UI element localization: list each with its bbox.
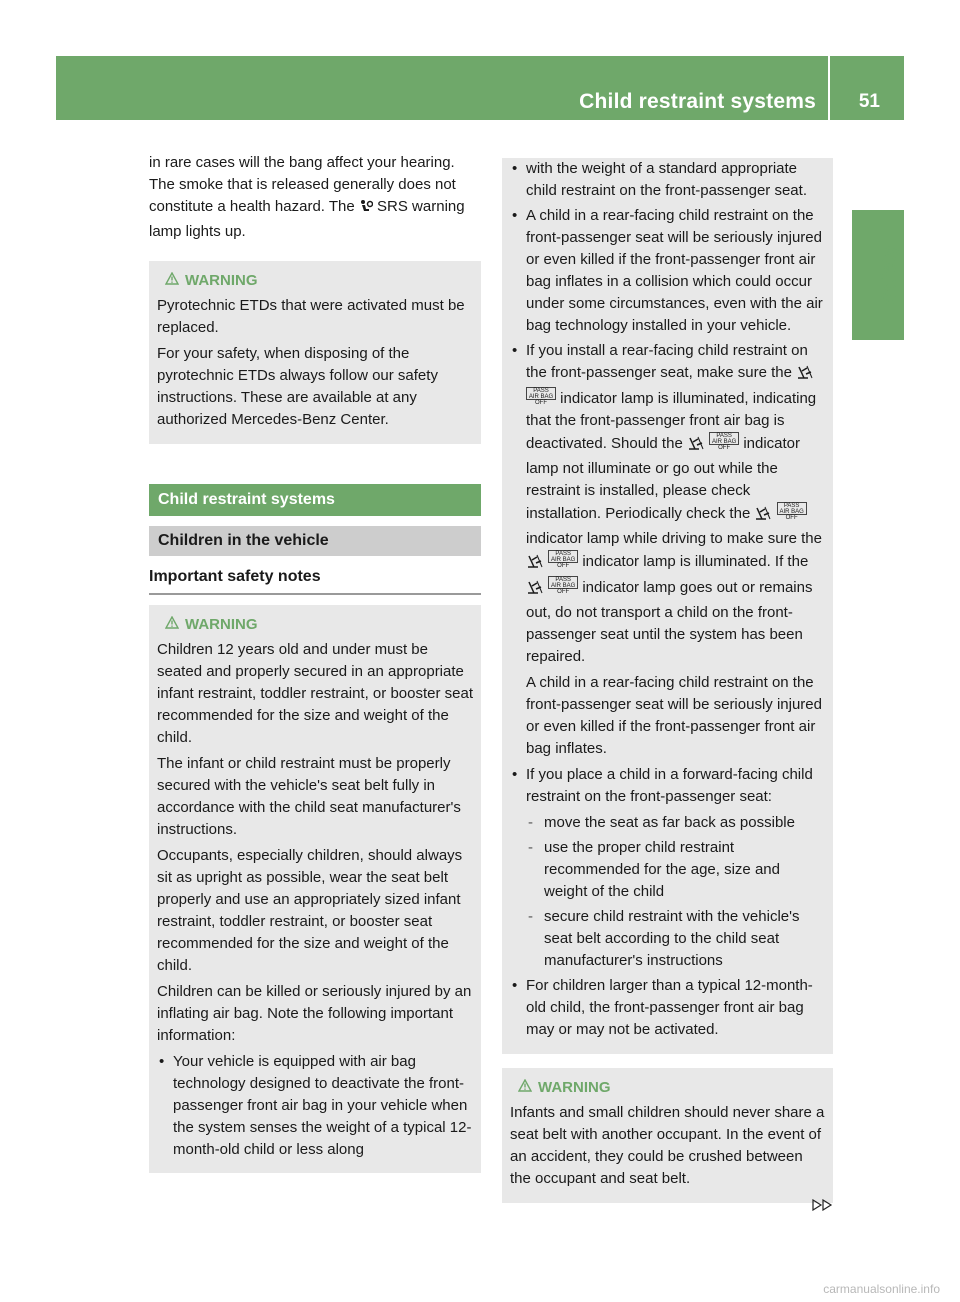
page-title: Child restraint systems: [579, 90, 816, 113]
warning-triangle-icon: [518, 1076, 532, 1098]
left-column: [149, 152, 481, 1179]
warning-box-seat-belt: [502, 1068, 833, 1203]
warning-text: Infants and small children should never share a seat belt with another occupant. In the event of an accident, they could be crushed between the occupant and seat belt.: [510, 1104, 825, 1187]
airbag-label: AIR BAG OFF: [551, 583, 576, 595]
warning-box-etd: [149, 261, 481, 444]
warning-box-continued: [502, 158, 833, 1054]
warning-heading: [165, 269, 473, 292]
list-item-text: indicator lamp is illuminated. If the: [582, 553, 809, 570]
child-seat-icon: [687, 436, 705, 458]
list-item-paragraph: A child in a rear-facing child restraint on the front-passenger seat will be seriously injured or even killed if the front-passenger front air bag inflates.: [526, 674, 822, 757]
warning-triangle-icon: [165, 613, 179, 635]
header-separator: [828, 56, 830, 120]
srs-warning-lamp-icon: [359, 199, 373, 221]
warning-heading: [518, 1076, 825, 1099]
bullet-list: [157, 1051, 473, 1161]
list-item-text: indicator lamp while driving to make sure the: [526, 530, 822, 547]
airbag-label: AIR BAG OFF: [711, 439, 737, 451]
warning-heading-text: WARNING: [538, 1079, 611, 1096]
airbag-label: AIR BAG OFF: [779, 509, 804, 521]
warning-heading-text: WARNING: [185, 272, 258, 289]
pass-airbag-off-icon: [548, 576, 578, 595]
warning-heading-text: WARNING: [185, 616, 258, 633]
pass-airbag-off-icon: [548, 550, 578, 569]
list-item: [510, 764, 825, 972]
warning-text: Pyrotechnic ETDs that were activated must be replaced.: [157, 297, 465, 336]
warning-text: Occupants, especially children, should always sit as upright as possible, wear the seat belt properly and use an appropriately sized infant restraint, toddler restraint, or booster seat recommended for the size and weight of the child.: [157, 847, 463, 974]
right-column: [502, 158, 833, 1209]
list-item: • A child in a rear-facing child restraint on the front-passenger seat will be seriously injured or even killed if the front-passenger front air bag inflates in a collision which could occur under some circumstances, even with the air bag technology installed in your vehicle.: [510, 205, 825, 337]
dash-list: [526, 812, 825, 972]
airbag-label: PASS: [783, 503, 800, 509]
list-item: [510, 340, 825, 760]
warning-text: The infant or child restraint must be properly secured with the vehicle's seat belt fully in accordance with the child seat manufacturer's instructions.: [157, 755, 461, 838]
header-bar: [56, 56, 904, 120]
warning-heading: [165, 613, 473, 636]
list-item-continued: [510, 158, 825, 202]
airbag-label: PASS: [533, 388, 549, 394]
airbag-label: PASS: [716, 433, 732, 439]
side-tab-label: Safety: [878, 244, 901, 306]
pass-airbag-off-icon: [526, 387, 556, 406]
warning-text: For your safety, when disposing of the pyrotechnic ETDs always follow our safety instructions. These are available at any authorized Mercedes-Benz Center.: [157, 345, 438, 428]
page-number: 51: [858, 91, 880, 112]
list-item-text: indicator lamp not illuminate or go out while the restraint is installed, please check installation. Periodically check the: [526, 435, 801, 522]
airbag-label: PASS: [555, 551, 571, 557]
airbag-label: AIR BAG OFF: [528, 394, 554, 406]
list-item-text: If you install a rear-facing child restraint on the front-passenger seat, make sure the: [526, 342, 808, 381]
footer-watermark: carmanualsonline.info: [823, 1282, 940, 1296]
warning-text: Children can be killed or seriously injured by an inflating air bag. Note the following important information:: [157, 983, 472, 1044]
child-seat-icon: [754, 506, 772, 528]
bullet-list: [510, 158, 825, 1041]
warning-triangle-icon: [165, 269, 179, 291]
child-seat-icon: [796, 365, 814, 387]
list-item-text: indicator lamp goes out or remains out, do not transport a child on the front-passenger seat until the system has been repaired.: [526, 579, 813, 665]
list-item: • For children larger than a typical 12-month-old child, the front-passenger front air bag may or may not be activated.: [510, 975, 825, 1041]
continue-arrows-icon: [812, 1198, 834, 1216]
list-item-text: with the weight of a standard appropriate child restraint on the front-passenger seat.: [526, 160, 807, 199]
dash-item: - move the seat as far back as possible: [526, 812, 825, 834]
subheading: Important safety notes: [149, 562, 481, 595]
list-item-text: If you place a child in a forward-facing child restraint on the front-passenger seat:: [526, 766, 813, 805]
intro-paragraph: [149, 152, 481, 243]
section-heading: Child restraint systems: [149, 484, 481, 516]
airbag-label: AIR BAG OFF: [551, 557, 576, 569]
dash-item: - use the proper child restraint recommended for the age, size and weight of the child: [526, 837, 825, 903]
subsection-heading: Children in the vehicle: [149, 526, 481, 556]
warning-text: Children 12 years old and under must be seated and properly secured in an appropriate infant restraint, toddler restraint, or booster seat recommended for the size and weight of the child.: [157, 641, 473, 746]
pass-airbag-off-icon: [709, 432, 739, 451]
pass-airbag-off-icon: [777, 502, 807, 521]
child-seat-icon: [526, 554, 544, 576]
intro-text-a: in rare cases will the bang affect your hearing. The smoke that is released generally does not constitute a health hazard. The: [149, 154, 456, 215]
dash-item: - secure child restraint with the vehicle's seat belt according to the child seat manufacturer's instructions: [526, 906, 825, 972]
list-item-text: indicator lamp is illuminated, indicating that the front-passenger front air bag is deactivated. Should the: [526, 390, 817, 452]
airbag-label: PASS: [555, 577, 571, 583]
warning-box-children: [149, 605, 481, 1173]
intro-text-b: SRS warning lamp lights up.: [149, 198, 465, 240]
list-item: • Your vehicle is equipped with air bag technology designed to deactivate the front-passenger front air bag in your vehicle when the system senses the weight of a typical 12-month-old child or less along: [157, 1051, 473, 1161]
child-seat-icon: [526, 580, 544, 602]
